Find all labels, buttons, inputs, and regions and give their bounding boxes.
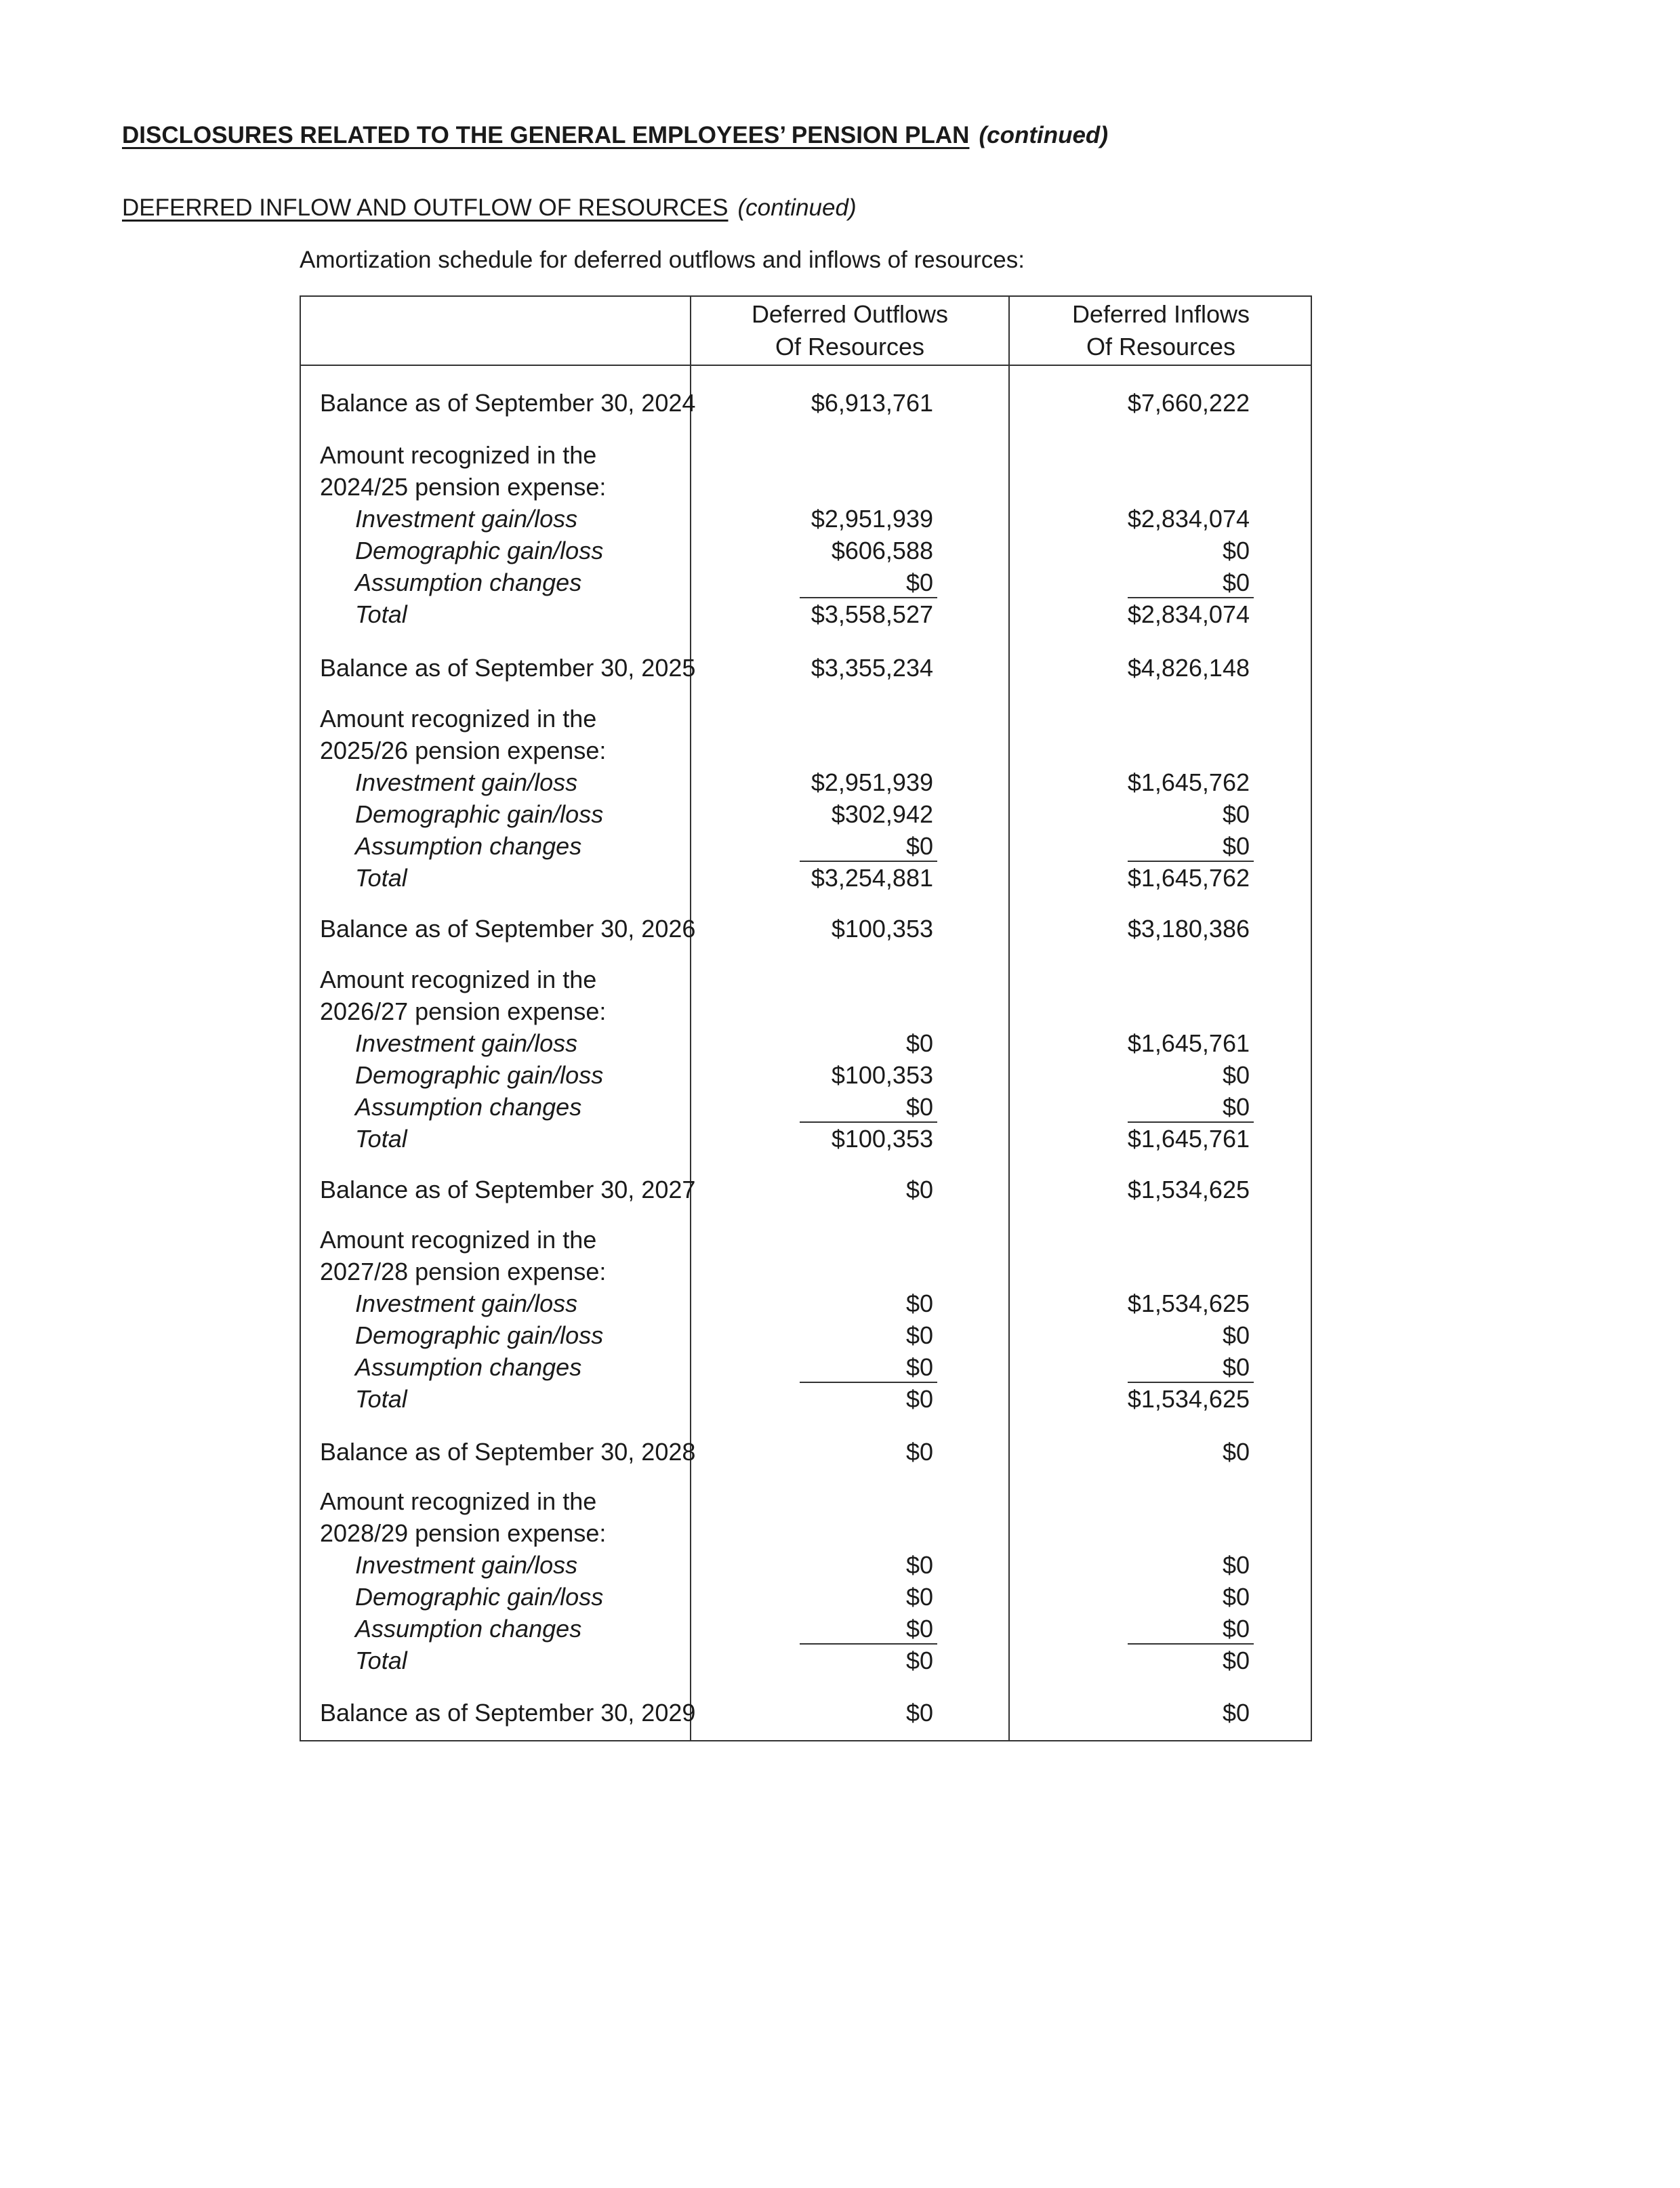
balance-outflows-value: $6,913,761 [811,389,933,417]
balance-inflows-value: $3,180,386 [1127,915,1250,943]
subtotal-rule [800,1121,937,1123]
balance-outflows-value: $3,355,234 [811,654,933,682]
total-outflows-value: $0 [905,1385,933,1413]
demographic-outflows-value: $0 [905,1583,933,1611]
balance-label: Balance as of September 30, 2025 [320,654,696,682]
demographic-inflows-value: $0 [1222,800,1250,828]
total-inflows-value: $1,645,762 [1127,864,1250,892]
demographic-inflows-value: $0 [1222,537,1250,564]
balance-inflows-value: $4,826,148 [1127,654,1250,682]
demographic-outflows-value: $302,942 [831,800,933,828]
period-heading-label: Amount recognized in the [320,966,597,993]
balance-label: Balance as of September 30, 2024 [320,389,696,417]
investment-outflows-value: $0 [905,1551,933,1579]
column-divider [690,297,691,1740]
column-header-inflows-line1: Deferred Inflows [1071,300,1250,328]
header-divider [301,365,1311,366]
assumption-inflows-value: $0 [1222,569,1250,596]
column-header-inflows [1010,297,1312,365]
total-outflows-value: $0 [905,1647,933,1674]
demographic-label: Demographic gain/loss [355,1061,604,1089]
total-outflows-value: $3,558,527 [811,600,933,628]
demographic-label: Demographic gain/loss [355,1583,604,1611]
investment-inflows-value: $1,645,762 [1127,768,1250,796]
balance-outflows-value: $100,353 [831,915,933,943]
assumption-inflows-value: $0 [1222,1615,1250,1643]
column-header-outflows [691,297,1008,365]
total-label: Total [355,600,407,628]
balance-inflows-value: $1,534,625 [1127,1176,1250,1203]
investment-outflows-value: $2,951,939 [811,768,933,796]
investment-inflows-value: $1,645,761 [1127,1029,1250,1057]
subtotal-rule [1128,861,1254,862]
period-expense-label: 2026/27 pension expense: [320,997,607,1025]
column-header-inflows-line2: Of Resources [1086,333,1236,360]
total-outflows-value: $100,353 [831,1125,933,1153]
column-header-outflows-line2: Of Resources [775,333,925,360]
assumption-label: Assumption changes [355,832,582,860]
total-label: Total [355,1125,407,1153]
period-heading-label: Amount recognized in the [320,1226,597,1254]
assumption-outflows-value: $0 [905,1093,933,1121]
total-label: Total [355,1647,407,1674]
assumption-label: Assumption changes [355,1615,582,1643]
subtotal-rule [800,1643,937,1645]
subtotal-rule [800,1382,937,1383]
balance-inflows-value: $0 [1222,1438,1250,1466]
balance-label: Balance as of September 30, 2028 [320,1438,696,1466]
balance-label: Balance as of September 30, 2027 [320,1176,696,1203]
subtotal-rule [800,597,937,598]
subtotal-rule [1128,1643,1254,1645]
assumption-outflows-value: $0 [905,569,933,596]
total-outflows-value: $3,254,881 [811,864,933,892]
balance-label: Balance as of September 30, 2026 [320,915,696,943]
column-header-outflows-line1: Deferred Outflows [751,300,949,328]
total-label: Total [355,1385,407,1413]
investment-inflows-value: $0 [1222,1551,1250,1579]
assumption-outflows-value: $0 [905,1615,933,1643]
period-expense-label: 2027/28 pension expense: [320,1258,607,1285]
subtotal-rule [1128,1382,1254,1383]
demographic-label: Demographic gain/loss [355,1321,604,1349]
subtotal-rule [1128,597,1254,598]
investment-label: Investment gain/loss [355,1551,578,1579]
investment-outflows-value: $2,951,939 [811,505,933,533]
page-heading [122,122,1108,149]
assumption-inflows-value: $0 [1222,1093,1250,1121]
section-subheading-suffix: (continued) [737,194,857,221]
assumption-inflows-value: $0 [1222,1353,1250,1381]
balance-outflows-value: $0 [905,1438,933,1466]
demographic-outflows-value: $606,588 [831,537,933,564]
subtotal-rule [1128,1121,1254,1123]
demographic-outflows-value: $100,353 [831,1061,933,1089]
demographic-label: Demographic gain/loss [355,800,604,828]
demographic-inflows-value: $0 [1222,1583,1250,1611]
investment-outflows-value: $0 [905,1029,933,1057]
balance-outflows-value: $0 [905,1699,933,1727]
investment-inflows-value: $1,534,625 [1127,1289,1250,1317]
period-expense-label: 2024/25 pension expense: [320,473,607,501]
investment-label: Investment gain/loss [355,505,578,533]
period-expense-label: 2025/26 pension expense: [320,737,607,764]
demographic-label: Demographic gain/loss [355,537,604,564]
column-divider [1008,297,1010,1740]
period-heading-label: Amount recognized in the [320,441,597,469]
total-inflows-value: $1,534,625 [1127,1385,1250,1413]
investment-outflows-value: $0 [905,1289,933,1317]
period-heading-label: Amount recognized in the [320,1487,597,1515]
section-subheading-text: DEFERRED INFLOW AND OUTFLOW OF RESOURCES [122,194,729,221]
intro-text: Amortization schedule for deferred outflows and inflows of resources: [300,247,1025,273]
demographic-inflows-value: $0 [1222,1061,1250,1089]
balance-label: Balance as of September 30, 2029 [320,1699,696,1727]
period-heading-label: Amount recognized in the [320,705,597,732]
assumption-label: Assumption changes [355,1353,582,1381]
assumption-outflows-value: $0 [905,1353,933,1381]
assumption-label: Assumption changes [355,569,582,596]
total-label: Total [355,864,407,892]
total-inflows-value: $0 [1222,1647,1250,1674]
total-inflows-value: $2,834,074 [1127,600,1250,628]
balance-inflows-value: $0 [1222,1699,1250,1727]
demographic-inflows-value: $0 [1222,1321,1250,1349]
assumption-outflows-value: $0 [905,832,933,860]
assumption-label: Assumption changes [355,1093,582,1121]
page-heading-text: DISCLOSURES RELATED TO THE GENERAL EMPLOYEES’ PENSION PLAN [122,122,970,148]
assumption-inflows-value: $0 [1222,832,1250,860]
section-subheading [122,194,857,222]
investment-label: Investment gain/loss [355,768,578,796]
investment-label: Investment gain/loss [355,1029,578,1057]
page-heading-suffix: (continued) [979,122,1108,148]
demographic-outflows-value: $0 [905,1321,933,1349]
total-inflows-value: $1,645,761 [1127,1125,1250,1153]
balance-inflows-value: $7,660,222 [1127,389,1250,417]
investment-label: Investment gain/loss [355,1289,578,1317]
balance-outflows-value: $0 [905,1176,933,1203]
investment-inflows-value: $2,834,074 [1127,505,1250,533]
period-expense-label: 2028/29 pension expense: [320,1519,607,1547]
subtotal-rule [800,861,937,862]
amortization-table [300,295,1312,1741]
